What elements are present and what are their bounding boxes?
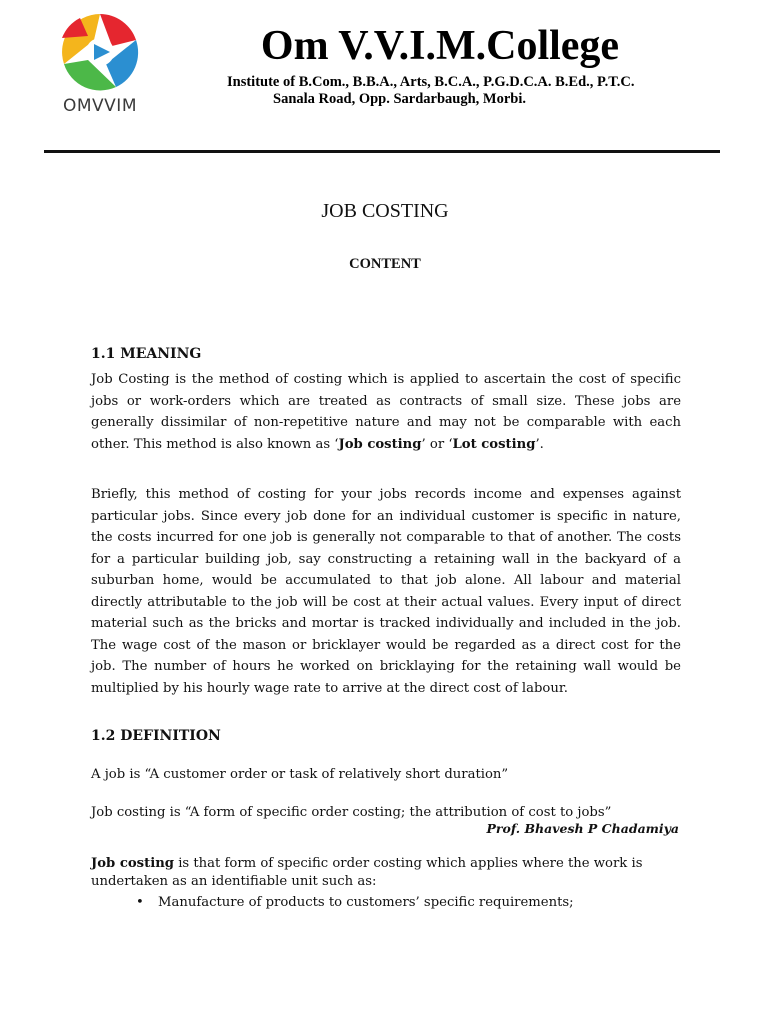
- section-heading-definition: 1.2 DEFINITION: [91, 728, 221, 744]
- section-heading-meaning: 1.1 MEANING: [91, 346, 202, 362]
- bold-term-job-costing: Job costing: [91, 856, 175, 871]
- college-address: Sanala Road, Opp. Sardarbaugh, Morbi.: [273, 91, 527, 107]
- bold-term-lot-costing: Lot costing: [452, 436, 536, 452]
- omvvim-logo-icon: [50, 8, 150, 94]
- definition-bullet-list: [91, 893, 681, 913]
- meaning-paragraph-2: [91, 484, 681, 699]
- bullet-icon: •: [136, 895, 144, 910]
- para-text: Job Costing is the method of costing which is applied to ascertain the cost of specific jobs or work-orders which are treated as contracts of small size. These jobs are generally dissimilar of non-repetitive nature and may not be comparable with each other. This method is also known as ‘: [91, 372, 681, 452]
- list-item-text: Manufacture of products to customers’ specific requirements;: [158, 895, 574, 910]
- college-logo: [50, 8, 150, 126]
- para-text: A job is “A customer order or task of relatively short duration”: [91, 767, 509, 782]
- logo-text: OMVVIM: [63, 96, 137, 116]
- college-name: Om V.V.I.M.College: [260, 23, 620, 69]
- header-divider: [44, 150, 720, 153]
- definition-3: [91, 855, 681, 891]
- para-text: ’ or ‘: [421, 436, 453, 452]
- college-courses: Institute of B.Com., B.B.A., Arts, B.C.A., P.G.D.C.A. B.Ed., P.T.C.: [227, 74, 635, 90]
- para-text: Briefly, this method of costing for your jobs records income and expenses against particular jobs. Since every job done for an individual customer is specific in nature, the costs incurred for one job is generally not comparable to that of another. The costs for a particular building job, say constructing a retaining wall in the backyard of a suburban home, would be accumulated to that job alone. All labour and material directly attributable to the job will be cost at their actual values. Every input of direct material such as the bricks and mortar is tracked individually and included in the job. The wage cost of the mason or bricklayer would be regarded as a direct cost for the job. The number of hours he worked on bricklaying for the retaining wall would be multiplied by his hourly wage rate to arrive at the direct cost of labour.: [91, 487, 681, 696]
- document-title: JOB COSTING: [321, 200, 449, 222]
- bold-term-job-costing: Job costing: [338, 436, 422, 452]
- meaning-paragraph-1: [91, 369, 681, 455]
- author-attribution: Prof. Bhavesh P Chadamiya: [486, 821, 679, 836]
- document-subtitle: CONTENT: [349, 256, 421, 272]
- para-text: ’.: [535, 436, 544, 452]
- para-text: is that form of specific order costing which applies where the work is undertaken as an identifiable unit such as:: [91, 856, 643, 889]
- definition-1: [91, 764, 681, 786]
- list-item: [91, 893, 681, 913]
- para-text: Job costing is “A form of specific order costing; the attribution of cost to jobs”: [91, 805, 612, 820]
